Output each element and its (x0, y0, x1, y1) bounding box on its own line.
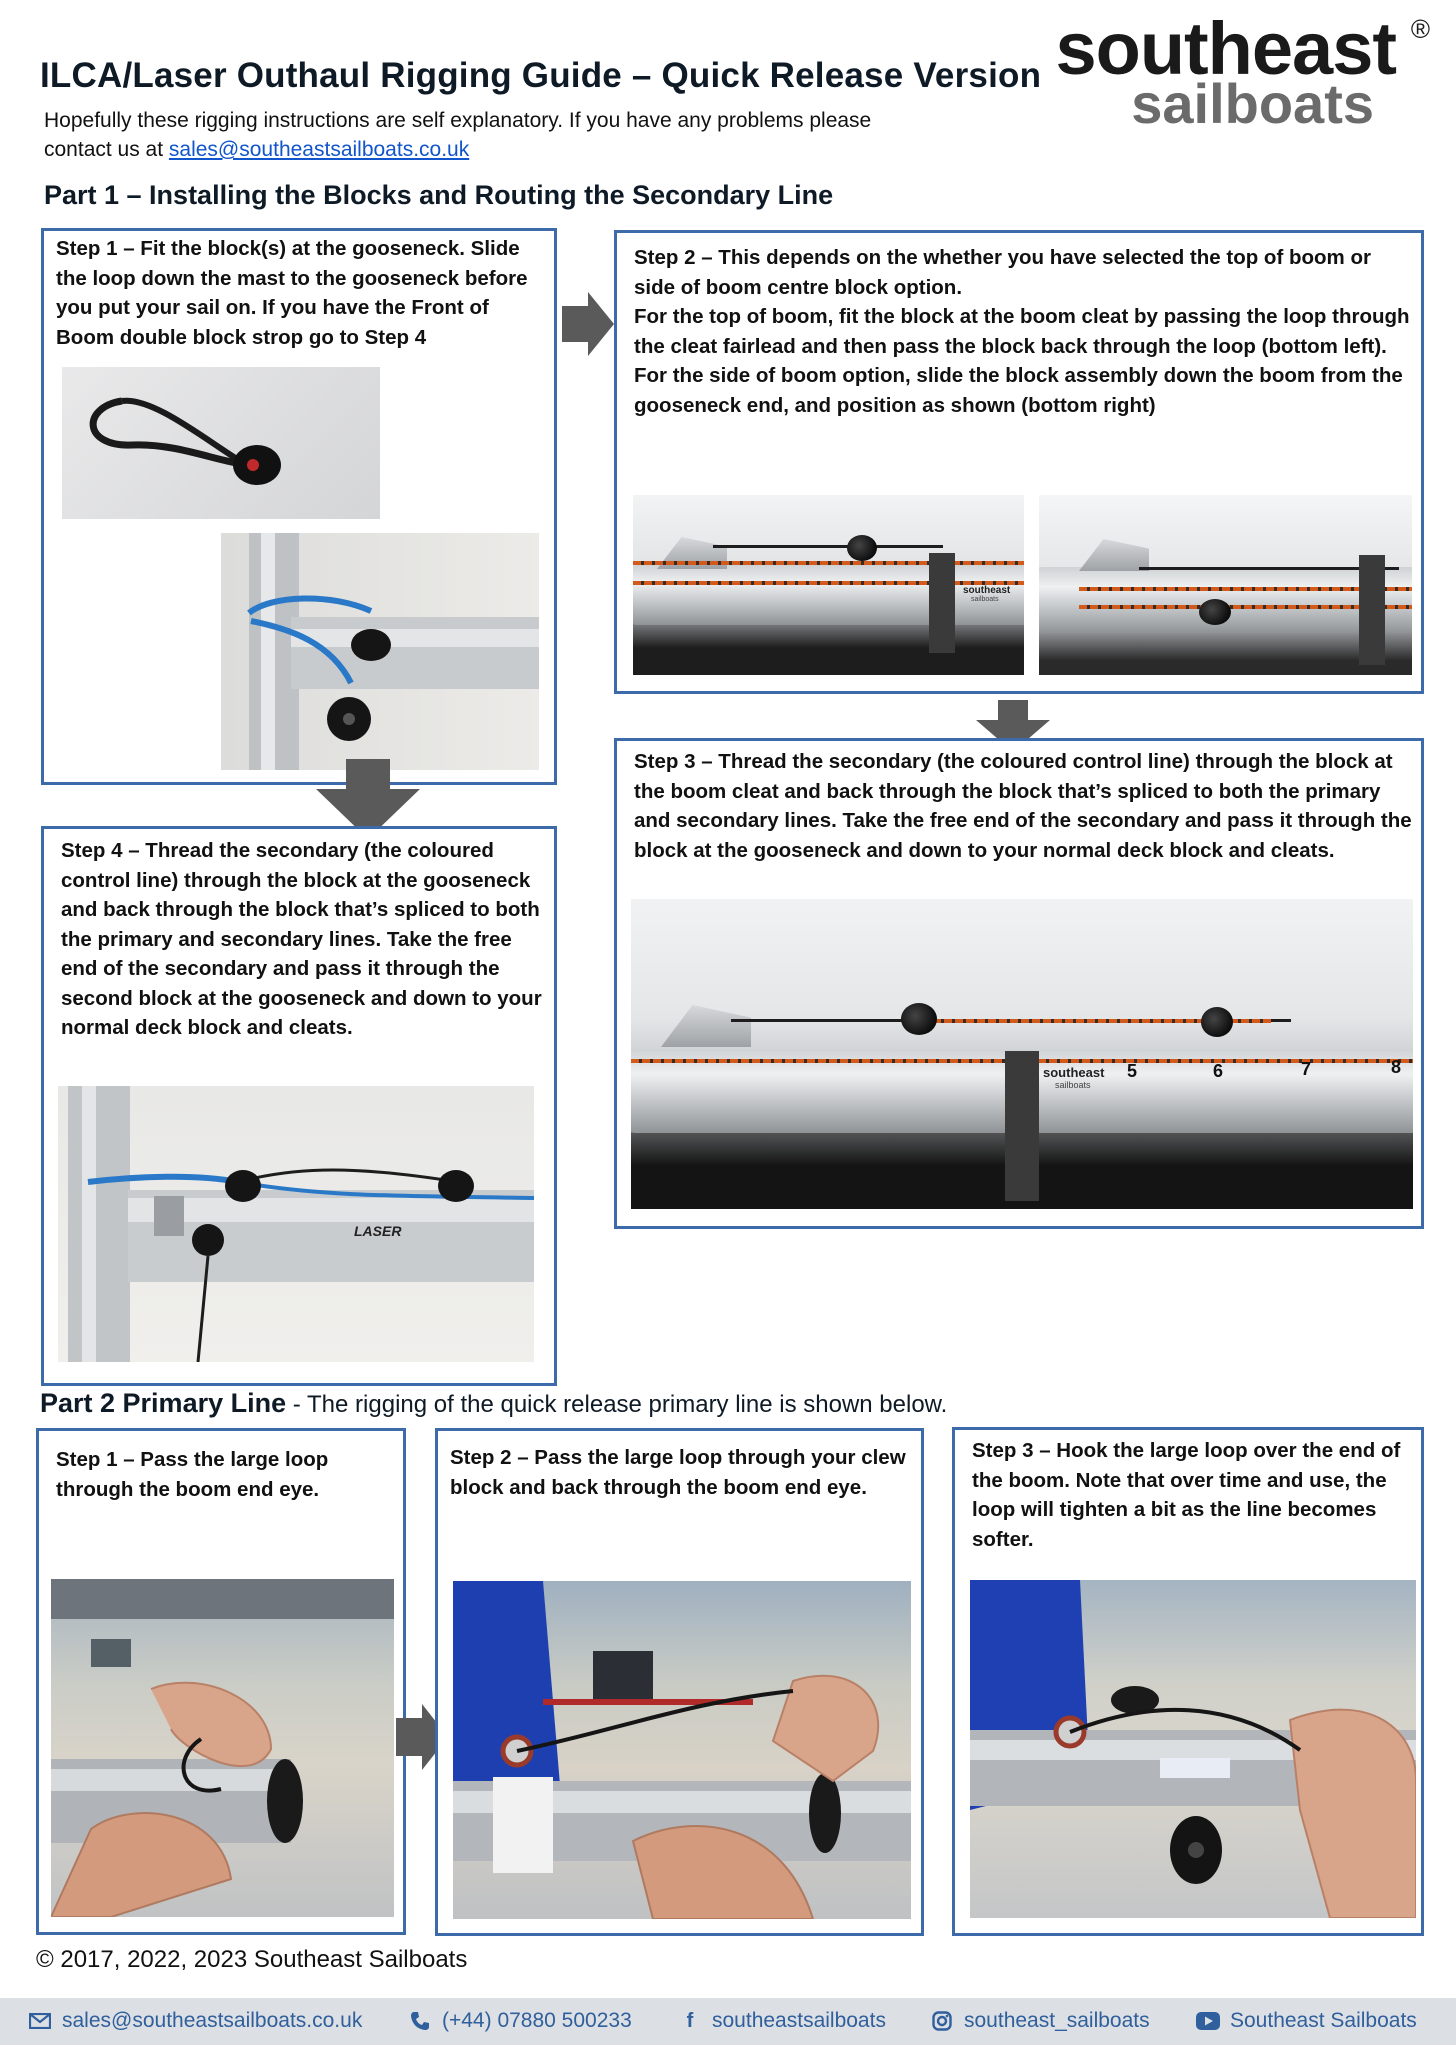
contact-footer (0, 1998, 1456, 2045)
part2-heading-rest: - The rigging of the quick release primary line is shown below. (286, 1391, 948, 1418)
photo3-brand-label: southeast (1043, 1065, 1105, 1080)
intro-text (44, 106, 964, 164)
part2-step1-text: Step 1 – Pass the large loop through the boom end eye. (56, 1448, 329, 1501)
youtube-icon (1196, 2009, 1220, 2033)
scale-mark-7: 7 (1301, 1059, 1312, 1079)
footer-youtube-text: Southeast Sailboats (1230, 2009, 1417, 2032)
part2-heading-bold: Part 2 Primary Line (40, 1388, 287, 1418)
gooseneck-block-photo (221, 533, 539, 770)
copyright-text: © 2017, 2022, 2023 Southeast Sailboats (36, 1946, 468, 1973)
mast-brand-label: LASER (354, 1223, 402, 1239)
scale-mark-8: 8 (1391, 1057, 1402, 1077)
part1-heading: Part 1 – Installing the Blocks and Routing the Secondary Line (44, 180, 834, 210)
boom-cleat-threading-photo (631, 899, 1413, 1209)
part1-step1-text: Step 1 – Fit the block(s) at the gooseneck. Slide the loop down the mast to the gooseneck before you put your sail on. If you have the Front of Boom double block strop go to Step 4 (56, 237, 528, 349)
top-boom-block-photo (633, 495, 1024, 675)
footer-email-text: sales@southeastsailboats.co.uk (62, 2009, 363, 2032)
footer-phone[interactable] (408, 2009, 632, 2033)
footer-email[interactable] (28, 2009, 362, 2033)
part1-step4-text: Step 4 – Thread the secondary (the coloured control line) through the block at the gooseneck and back through the block that’s spliced to both the primary and secondary lines. Take the free end of the secondary and pass it through the second block at the gooseneck and down to your normal deck block and cleats. (61, 839, 542, 1039)
part1-step3-box (614, 738, 1424, 1229)
brand-logo (1010, 7, 1430, 135)
intro-line-1: Hopefully these rigging instructions are self explanatory. If you have any problems please (44, 109, 872, 132)
footer-youtube[interactable] (1196, 2009, 1417, 2033)
logo-word-southeast: southeast (1055, 7, 1396, 90)
part2-step2-text: Step 2 – Pass the large loop through your clew block and back through the boom end eye. (450, 1446, 906, 1499)
instagram-icon (930, 2009, 954, 2033)
part1-step4-box (41, 826, 557, 1386)
envelope-icon (28, 2009, 52, 2033)
footer-phone-text: (+44) 07880 500233 (442, 2009, 632, 2032)
footer-facebook[interactable] (678, 2009, 886, 2033)
part2-heading (40, 1388, 947, 1419)
hook-loop-boom-end-photo (970, 1580, 1416, 1918)
part2-step3-box (952, 1427, 1424, 1936)
footer-instagram[interactable] (930, 2009, 1150, 2033)
part2-step3-text: Step 3 – Hook the large loop over the end of the boom. Note that over time and use, the loop will tighten a bit as the line becomes softer. (972, 1439, 1401, 1551)
photo-brand-label: southeast (963, 585, 1011, 596)
part2-step1-box (36, 1428, 406, 1935)
boom-end-loop-photo (51, 1579, 394, 1917)
part1-step3-text: Step 3 – Thread the secondary (the coloured control line) through the block at the boom cleat and back through the block that’s spliced to both the primary and secondary lines. Take the free end of the secondary and pass it through the block at the gooseneck and down to your normal deck block and cleats. (634, 750, 1412, 862)
page-title: ILCA/Laser Outhaul Rigging Guide – Quick Release Version (40, 56, 1042, 95)
footer-facebook-text: southeastsailboats (712, 2009, 886, 2032)
part1-step1-box (41, 228, 557, 785)
side-boom-block-photo (1039, 495, 1412, 675)
strop-loop-photo (62, 367, 380, 519)
photo-brand-sub: sailboats (971, 596, 999, 603)
facebook-icon: f (686, 2009, 694, 2032)
part1-step2-box (614, 230, 1424, 694)
part1-step2-text: Step 2 – This depends on the whether you have selected the top of boom or side of boom centre block option. For the top of boom, fit the block at the boom cleat by passing the loop through the cleat fairlead and then pass the block back through the loop (bottom left). For the side of boom option, slide the block assembly down the boom from the gooseneck end, and position as shown (bottom right) (634, 246, 1410, 417)
scale-mark-6: 6 (1213, 1061, 1224, 1081)
double-block-gooseneck-photo (58, 1086, 534, 1362)
email-link[interactable]: sales@southeastsailboats.co.uk (168, 138, 470, 161)
intro-line-2-prefix: contact us at (44, 138, 169, 161)
clew-block-loop-photo (453, 1581, 911, 1919)
phone-icon (408, 2009, 432, 2033)
part2-step2-box (435, 1428, 924, 1936)
logo-word-sailboats: sailboats (1131, 72, 1374, 135)
scale-mark-5: 5 (1127, 1061, 1138, 1081)
photo3-brand-sub: sailboats (1055, 1080, 1091, 1090)
registered-mark: ® (1410, 14, 1430, 44)
footer-instagram-text: southeast_sailboats (964, 2009, 1150, 2032)
arrow-right-icon (562, 292, 614, 361)
